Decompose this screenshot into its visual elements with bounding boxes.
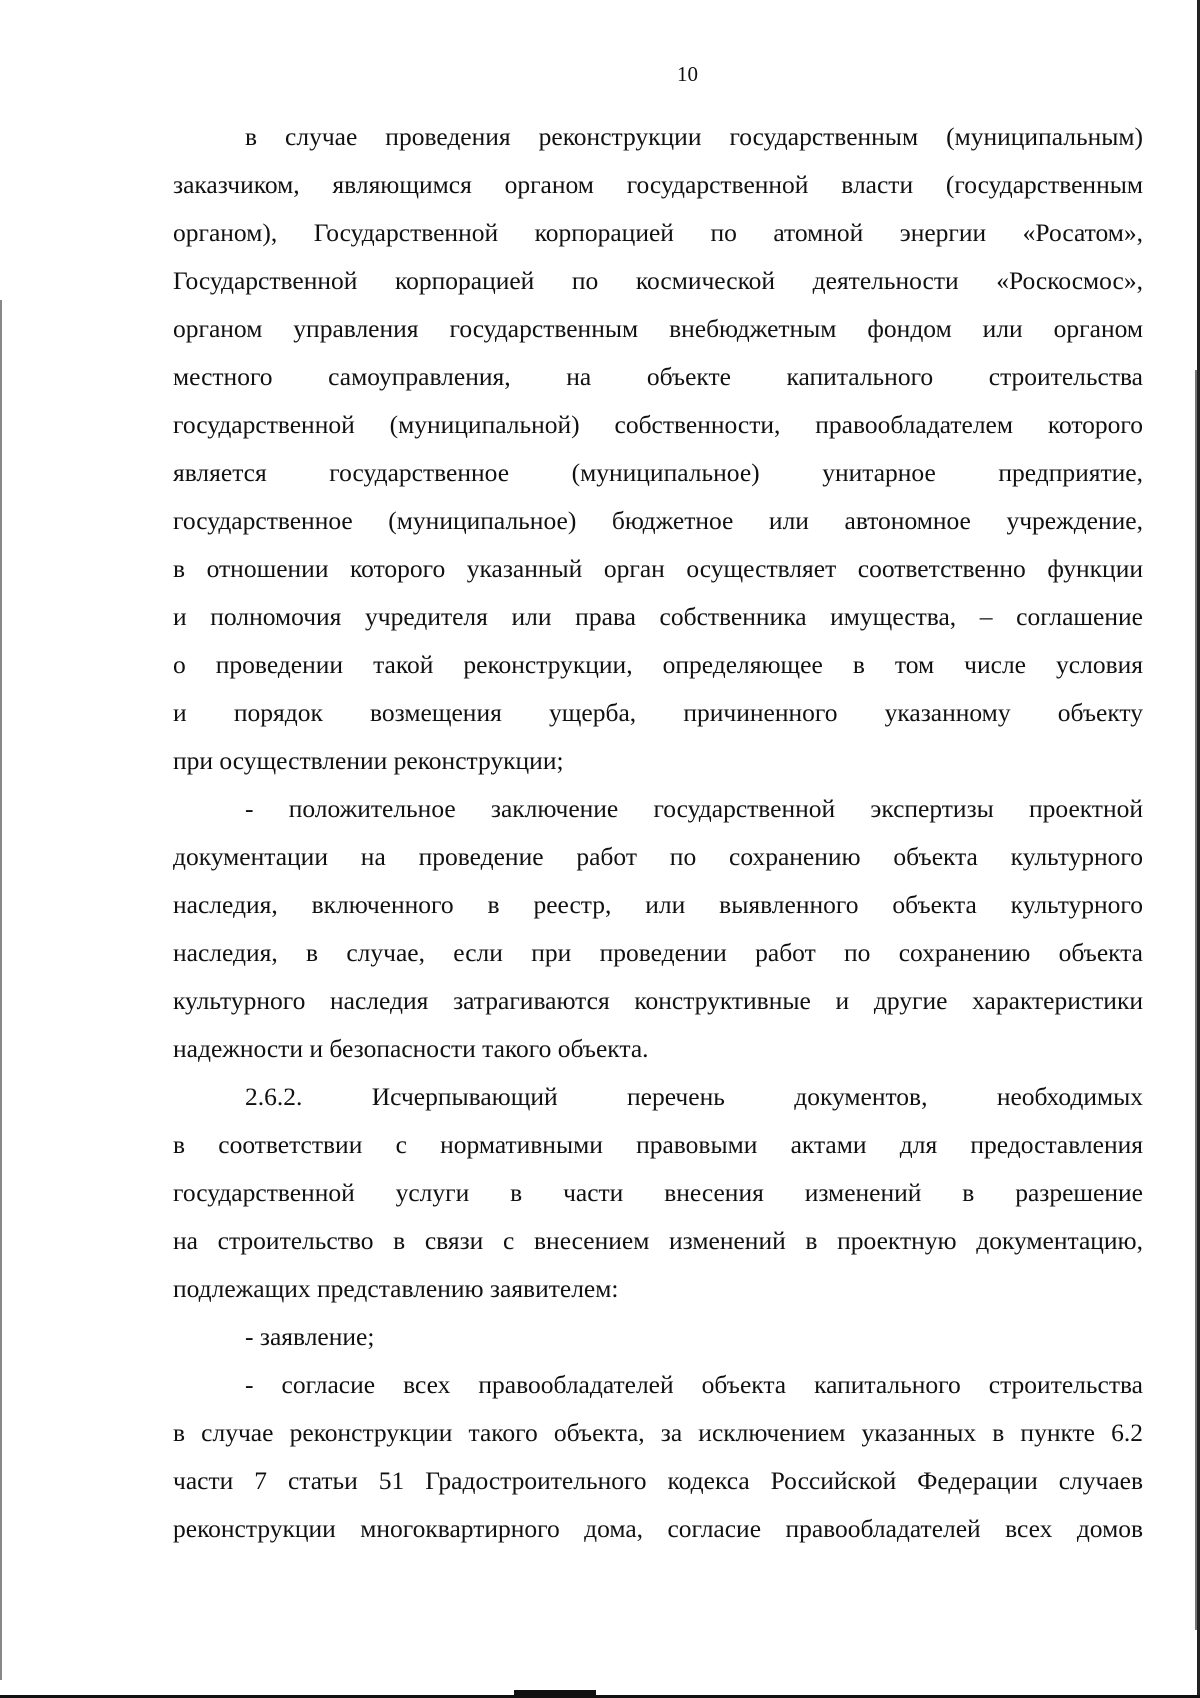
text-line: заказчиком, являющимся органом государственной власти (государственным [173,170,1143,199]
text-line: органом), Государственной корпорацией по атомной энергии «Росатом», [173,218,1143,247]
text-line: наследия, включенного в реестр, или выявленного объекта культурного [173,890,1143,919]
text-line: государственной услуги в части внесения изменений в разрешение [173,1178,1143,1207]
text-line: является государственное (муниципальное) унитарное предприятие, [173,458,1143,487]
page-number: 10 [677,62,698,86]
scan-left-shadow [0,300,2,1680]
text-line: о проведении такой реконструкции, определяющее в том числе условия [173,650,1143,679]
text-line: - положительное заключение государственной экспертизы проектной [245,794,1143,823]
text-line: подлежащих представлению заявителем: [173,1274,619,1303]
text-line: государственное (муниципальное) бюджетное или автономное учреждение, [173,506,1143,535]
text-line: на строительство в связи с внесением изменений в проектную документацию, [173,1226,1143,1255]
text-line: надежности и безопасности такого объекта. [173,1034,649,1063]
document-body [173,113,1143,1553]
text-line: государственной (муниципальной) собственности, правообладателем которого [173,410,1143,439]
text-line: - согласие всех правообладателей объекта капитального строительства [245,1370,1143,1399]
text-line: в случае проведения реконструкции государственным (муниципальным) [245,122,1143,151]
text-line: в отношении которого указанный орган осуществляет соответственно функции [173,554,1143,583]
text-line: наследия, в случае, если при проведении работ по сохранению объекта [173,938,1143,967]
text-line: 2.6.2. Исчерпывающий перечень документов, необходимых [245,1082,1143,1111]
text-line: в случае реконструкции такого объекта, за исключением указанных в пункте 6.2 [173,1418,1143,1447]
text-line: части 7 статьи 51 Градостроительного кодекса Российской Федерации случаев [173,1466,1143,1495]
text-line: при осуществлении реконструкции; [173,746,564,775]
text-line: в соответствии с нормативными правовыми актами для предоставления [173,1130,1143,1159]
text-line: документации на проведение работ по сохранению объекта культурного [173,842,1143,871]
text-line: Государственной корпорацией по космической деятельности «Роскосмос», [173,266,1143,295]
text-line: местного самоуправления, на объекте капитального строительства [173,362,1143,391]
text-line: органом управления государственным внебюджетным фондом или органом [173,314,1143,343]
text-line: - заявление; [245,1322,375,1351]
text-line: и полномочия учредителя или права собственника имущества, – соглашение [173,602,1143,631]
text-line: и порядок возмещения ущерба, причиненного указанному объекту [173,698,1143,727]
scan-right-shadow [1195,370,1197,1630]
text-line: культурного наследия затрагиваются конструктивные и другие характеристики [173,986,1143,1015]
scan-bottom-mark [514,1690,596,1695]
text-line: реконструкции многоквартирного дома, согласие правообладателей всех домов [173,1514,1143,1543]
